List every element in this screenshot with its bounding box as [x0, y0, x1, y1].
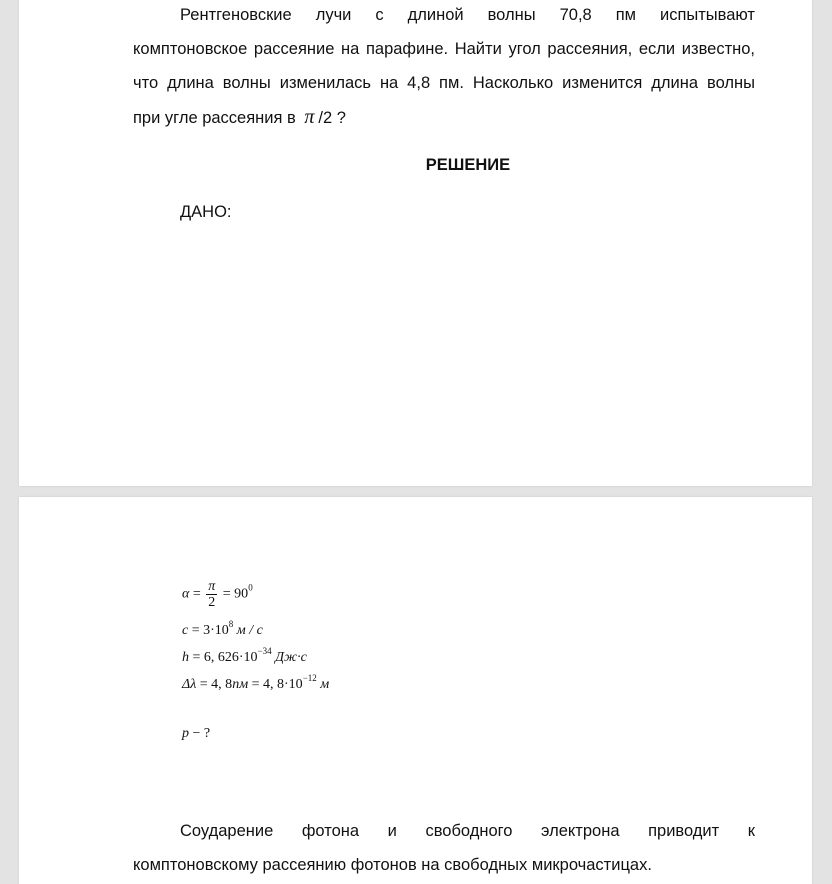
problem-line-3: что длина волны изменилась на 4,8 пм. Насколько изменится длина волны — [133, 74, 755, 92]
find-question: − ? — [189, 726, 211, 741]
alpha-symbol: α — [182, 586, 190, 602]
given-label: ДАНО: — [180, 203, 232, 221]
h-value: = 6, 626·10 — [189, 650, 258, 665]
alpha-fraction — [206, 579, 217, 610]
c-exponent: 8 — [228, 619, 234, 629]
problem-line-4 — [133, 107, 755, 128]
h-symbol: h — [182, 650, 189, 665]
formula-find — [182, 725, 210, 743]
formula-alpha — [182, 579, 253, 610]
document-page-1 — [19, 0, 812, 486]
dlambda-value-si: = 4, 8·10 — [248, 677, 303, 692]
dlambda-value: = 4, 8 — [196, 677, 233, 692]
h-unit: Дж·с — [271, 650, 307, 665]
problem-line-4-prefix: при угле рассеяния в — [133, 109, 296, 127]
alpha-frac-den: 2 — [208, 595, 216, 610]
alpha-value: = 90 — [222, 586, 249, 602]
h-exponent: −34 — [257, 646, 272, 656]
problem-line-2: комптоновское рассеяние на парафине. Найти угол рассеяния, если известно, — [133, 40, 755, 58]
explanation-line-1: Соударение фотона и свободного электрона приводит к — [180, 822, 755, 840]
solution-heading: РЕШЕНИЕ — [425, 156, 511, 174]
explanation-line-2: комптоновскому рассеянию фотонов на свободных микрочастицах. — [133, 856, 652, 874]
formula-speed-of-light — [182, 619, 263, 640]
c-unit: м / с — [233, 623, 263, 638]
alpha-frac-num: π — [208, 579, 216, 594]
find-symbol: p — [182, 726, 189, 741]
document-page-2 — [19, 497, 812, 884]
problem-line-1: Рентгеновские лучи с длиной волны 70,8 пм испытывают — [180, 6, 755, 24]
c-symbol: c — [182, 623, 189, 638]
formula-planck — [182, 646, 307, 667]
pi-symbol: π — [304, 106, 315, 128]
problem-line-4-suffix: /2 ? — [318, 109, 346, 127]
dlambda-unit-m: м — [316, 677, 330, 692]
alpha-equals: = — [192, 586, 201, 602]
formula-delta-lambda — [182, 673, 330, 694]
dlambda-exponent: −12 — [302, 673, 317, 683]
c-value: = 3·10 — [188, 623, 229, 638]
dlambda-symbol: Δλ — [182, 677, 197, 692]
dlambda-unit-pm: пм — [232, 677, 249, 692]
alpha-degree: 0 — [248, 582, 253, 593]
